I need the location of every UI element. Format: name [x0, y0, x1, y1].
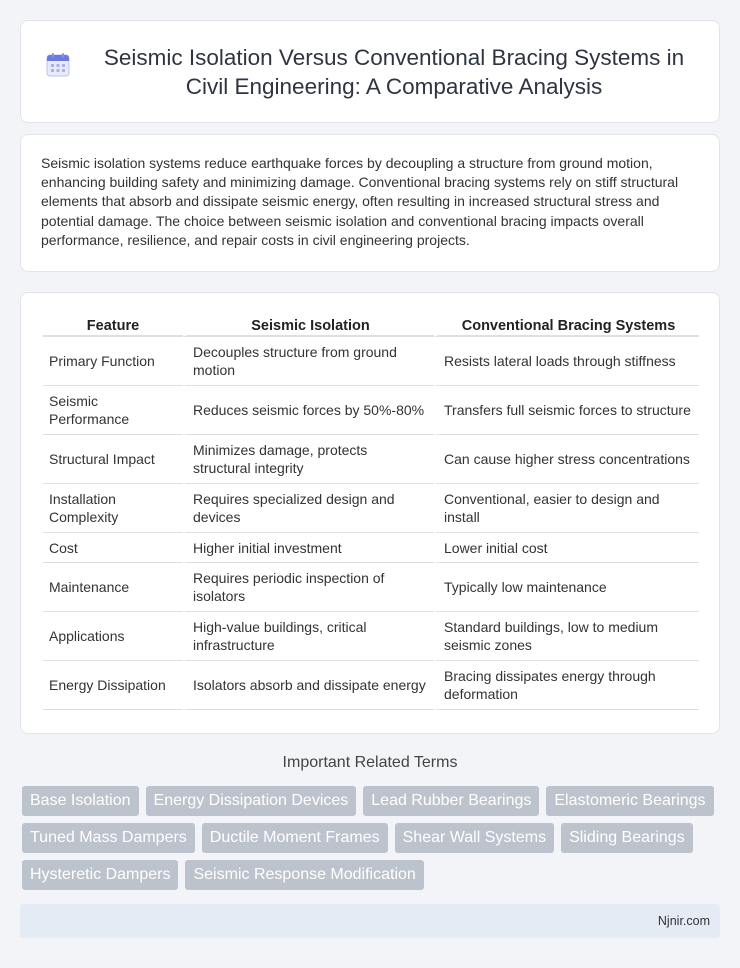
feature-cell: Applications [43, 612, 183, 661]
tag-sliding-bearings[interactable]: Sliding Bearings [561, 823, 693, 853]
tag-ductile-moment-frames[interactable]: Ductile Moment Frames [202, 823, 388, 853]
isolation-cell: Decouples structure from ground motion [183, 337, 434, 386]
feature-cell: Seismic Performance [43, 386, 183, 435]
bracing-cell: Conventional, easier to design and install [434, 484, 699, 533]
bracing-cell: Transfers full seismic forces to structure [434, 386, 699, 435]
header-conventional-bracing: Conventional Bracing Systems [434, 315, 699, 337]
related-terms-tags [22, 786, 722, 890]
bracing-cell: Standard buildings, low to medium seismic zones [434, 612, 699, 661]
comparison-table [43, 315, 699, 710]
summary-card [20, 134, 720, 272]
table-row [43, 435, 699, 484]
header-seismic-isolation: Seismic Isolation [183, 315, 434, 337]
isolation-cell: Minimizes damage, protects structural integrity [183, 435, 434, 484]
table-row [43, 563, 699, 612]
header-feature: Feature [43, 315, 183, 337]
tag-base-isolation[interactable]: Base Isolation [22, 786, 139, 816]
calendar-icon [45, 52, 71, 78]
comparison-table-card [20, 292, 720, 734]
tag-tuned-mass-dampers[interactable]: Tuned Mass Dampers [22, 823, 195, 853]
bracing-cell: Bracing dissipates energy through deformation [434, 661, 699, 710]
bracing-cell: Resists lateral loads through stiffness [434, 337, 699, 386]
table-row [43, 484, 699, 533]
feature-cell: Energy Dissipation [43, 661, 183, 710]
tag-hysteretic-dampers[interactable]: Hysteretic Dampers [22, 860, 178, 890]
feature-cell: Maintenance [43, 563, 183, 612]
feature-cell: Structural Impact [43, 435, 183, 484]
bracing-cell: Typically low maintenance [434, 563, 699, 612]
isolation-cell: High-value buildings, critical infrastructure [183, 612, 434, 661]
table-row [43, 533, 699, 563]
tag-energy-dissipation-devices[interactable]: Energy Dissipation Devices [146, 786, 357, 816]
isolation-cell: Requires specialized design and devices [183, 484, 434, 533]
bracing-cell: Lower initial cost [434, 533, 699, 563]
title-wrap [21, 21, 719, 122]
table-row [43, 612, 699, 661]
bracing-cell: Can cause higher stress concentrations [434, 435, 699, 484]
page-title: Seismic Isolation Versus Conventional Bracing Systems in Civil Engineering: A Comparative Analysis [103, 44, 685, 99]
feature-cell: Primary Function [43, 337, 183, 386]
tag-elastomeric-bearings[interactable]: Elastomeric Bearings [546, 786, 713, 816]
isolation-cell: Higher initial investment [183, 533, 434, 563]
footer-site-link[interactable]: Njnir.com [657, 914, 710, 928]
tag-shear-wall-systems[interactable]: Shear Wall Systems [395, 823, 554, 853]
summary-paragraph: Seismic isolation systems reduce earthquake forces by decoupling a structure from ground motion, enhancing building safety and minimizing damage. Conventional bracing systems rely on stiff structural elements that absorb and dissipate seismic energy, often resulting in increased structural stress and potential damage. The choice between seismic isolation and conventional bracing impacts overall performance, resilience, and repair costs in civil engineering projects. [41, 155, 679, 248]
footer [20, 904, 720, 938]
tag-lead-rubber-bearings[interactable]: Lead Rubber Bearings [363, 786, 539, 816]
isolation-cell: Reduces seismic forces by 50%-80% [183, 386, 434, 435]
table-row [43, 661, 699, 710]
table-row [43, 337, 699, 386]
tag-seismic-response-modification[interactable]: Seismic Response Modification [185, 860, 423, 890]
table-row [43, 386, 699, 435]
isolation-cell: Requires periodic inspection of isolators [183, 563, 434, 612]
title-card [20, 20, 720, 123]
feature-cell: Installation Complexity [43, 484, 183, 533]
feature-cell: Cost [43, 533, 183, 563]
table-header-row [43, 315, 699, 337]
related-terms-title: Important Related Terms [282, 754, 458, 771]
isolation-cell: Isolators absorb and dissipate energy [183, 661, 434, 710]
